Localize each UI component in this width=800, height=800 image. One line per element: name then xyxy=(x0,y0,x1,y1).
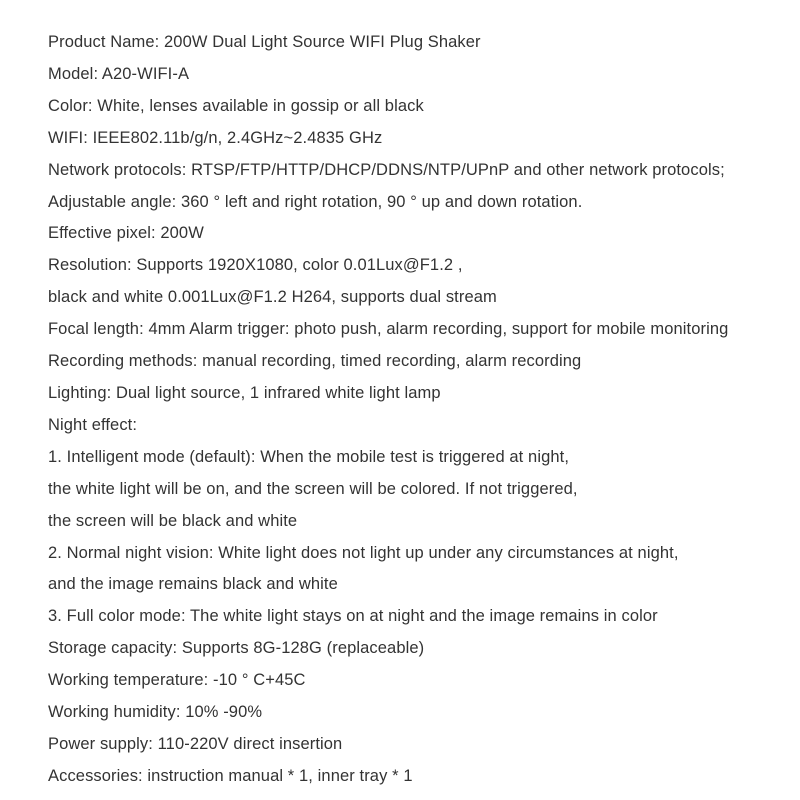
spec-line-night-mode-1-end: the screen will be black and white xyxy=(48,511,298,530)
spec-line-effective-pixel: Effective pixel: 200W xyxy=(48,224,204,243)
spec-line-resolution-continued: black and white 0.001Lux@F1.2 H264, supports dual stream xyxy=(48,288,497,307)
spec-line-network-protocols: Network protocols: RTSP/FTP/HTTP/DHCP/DDNS/NTP/UPnP and other network protocols; xyxy=(48,160,725,179)
spec-line-storage-capacity: Storage capacity: Supports 8G-128G (replaceable) xyxy=(48,639,425,658)
spec-line-night-mode-2: 2. Normal night vision: White light does not light up under any circumstances at night, xyxy=(48,543,679,562)
spec-line-night-mode-1-continued: the white light will be on, and the screen will be colored. If not triggered, xyxy=(48,479,578,498)
spec-line-recording-methods: Recording methods: manual recording, timed recording, alarm recording xyxy=(48,352,582,371)
spec-line-focal-length-alarm: Focal length: 4mm Alarm trigger: photo push, alarm recording, support for mobile monitoring xyxy=(48,320,729,339)
spec-line-power-supply: Power supply: 110-220V direct insertion xyxy=(48,734,343,753)
spec-line-night-mode-2-continued: and the image remains black and white xyxy=(48,575,338,594)
spec-line-resolution: Resolution: Supports 1920X1080, color 0.01Lux@F1.2 , xyxy=(48,256,463,275)
spec-line-night-mode-1: 1. Intelligent mode (default): When the mobile test is triggered at night, xyxy=(48,447,570,466)
spec-line-night-mode-3: 3. Full color mode: The white light stays on at night and the image remains in color xyxy=(48,607,658,626)
spec-line-night-effect-heading: Night effect: xyxy=(48,415,138,434)
spec-line-model: Model: A20-WIFI-A xyxy=(48,64,190,83)
spec-line-adjustable-angle: Adjustable angle: 360 ° left and right rotation, 90 ° up and down rotation. xyxy=(48,192,583,211)
spec-line-color: Color: White, lenses available in gossip or all black xyxy=(48,96,424,115)
spec-line-accessories: Accessories: instruction manual * 1, inner tray * 1 xyxy=(48,766,413,785)
spec-line-product-name: Product Name: 200W Dual Light Source WIFI Plug Shaker xyxy=(48,33,481,51)
spec-line-working-humidity: Working humidity: 10% -90% xyxy=(48,703,263,722)
spec-line-wifi: WIFI: IEEE802.11b/g/n, 2.4GHz~2.4835 GHz xyxy=(48,128,383,147)
spec-line-working-temperature: Working temperature: -10 ° C+45C xyxy=(48,671,306,690)
spec-line-lighting: Lighting: Dual light source, 1 infrared white light lamp xyxy=(48,383,441,402)
